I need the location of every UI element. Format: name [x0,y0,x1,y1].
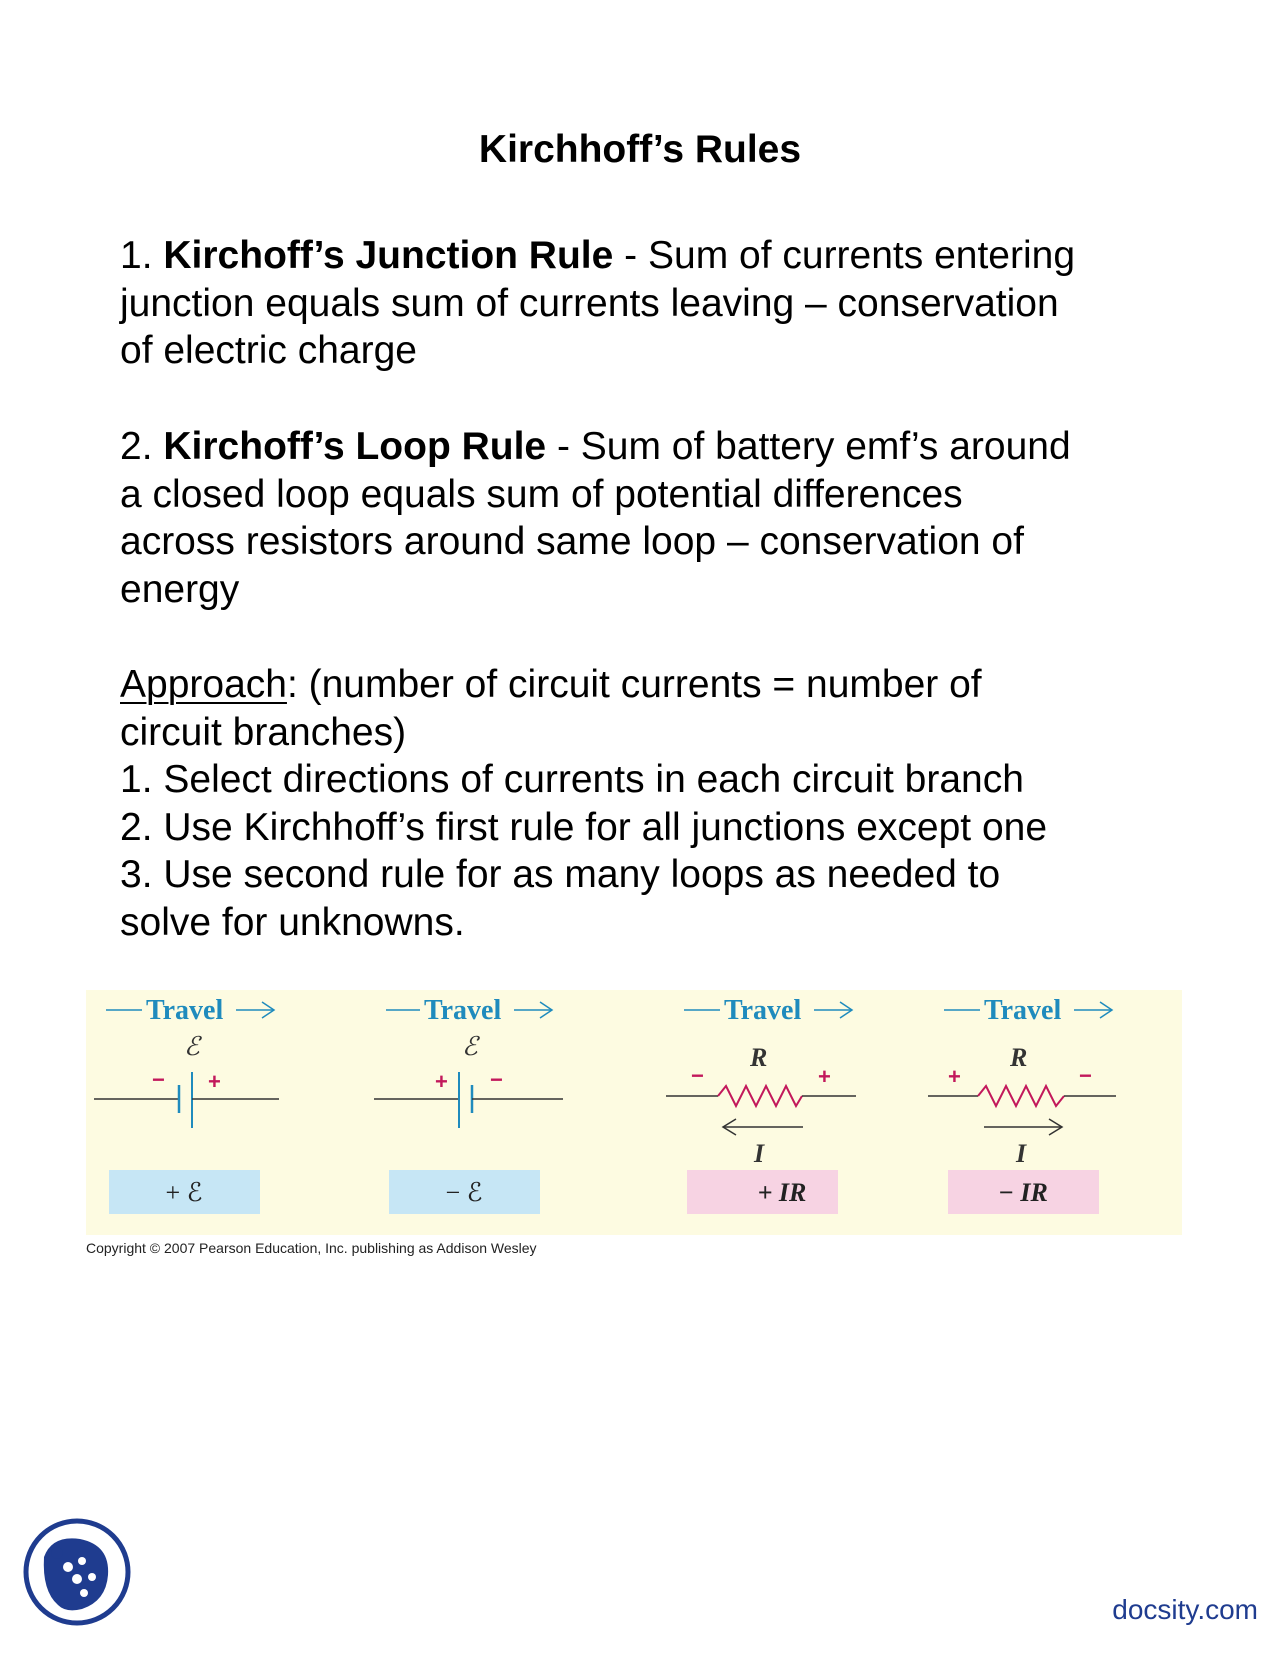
loop-rule-line-4: energy [120,567,240,611]
positive-sign: + [818,1064,831,1089]
approach-line-2: circuit branches) [120,710,407,754]
rule-name: Kirchoff’s Junction Rule [163,234,614,277]
emf-symbol: ℰ [462,1032,478,1061]
travel-label: Travel [146,995,224,1026]
junction-rule-line-1 [120,232,1180,280]
current-label: I [754,1139,765,1168]
panel-battery-minus [374,995,563,1214]
approach-label: Approach [120,663,287,706]
emf-symbol: ℰ [184,1032,200,1061]
result-label: + IR [757,1178,807,1207]
rule-text: - Sum of battery emf’s around [546,425,1071,468]
sign-convention-diagram [86,990,1182,1235]
docsity-logo-icon[interactable] [22,1517,132,1632]
page-title: Kirchhoff’s Rules [478,128,802,171]
resistor-symbol: R [1010,1043,1028,1072]
loop-rule-line-2: a closed loop equals sum of potential differences [120,472,963,516]
travel-label: Travel [984,995,1062,1026]
junction-rule-line-2: junction equals sum of currents leaving – conservation [120,281,1059,325]
travel-label: Travel [424,995,502,1026]
copyright-notice: Copyright © 2007 Pearson Education, Inc. publishing as Addison Wesley [86,1240,537,1256]
positive-sign: + [208,1069,221,1094]
panel-resistor-minus [928,995,1116,1214]
resistor-zigzag [718,1086,802,1106]
approach-step: 2. Use Kirchhoff’s first rule for all junctions except one [120,805,1048,849]
resistor-symbol: R [750,1043,768,1072]
rule-text: - Sum of currents entering [613,234,1076,277]
negative-sign: − [152,1067,165,1092]
travel-arrow [386,995,552,1026]
panel-resistor-plus [666,995,856,1214]
junction-rule [120,232,1180,375]
approach-text: : (number of circuit currents = number of [286,663,982,706]
loop-rule-line-3: across resistors around same loop – conservation of [120,520,1024,563]
current-label: I [1016,1139,1027,1168]
travel-arrow [684,995,852,1026]
travel-label: Travel [724,995,802,1026]
rule-number: 1. [120,234,164,277]
resistor-zigzag [978,1086,1064,1106]
panel-battery-plus [94,995,279,1214]
result-label: − IR [998,1178,1048,1207]
rule-number: 2. [120,425,164,468]
negative-sign: − [1079,1063,1092,1088]
loop-rule-line-1 [120,423,1180,471]
loop-rule [120,423,1180,613]
approach-section [120,661,1180,946]
approach-step: 3. Use second rule for as many loops as needed to [120,853,1001,896]
sign-convention-figure [86,990,1182,1235]
approach-line-1 [120,661,1180,709]
travel-arrow [944,995,1112,1026]
rule-name: Kirchoff’s Loop Rule [163,425,547,468]
negative-sign: − [490,1067,503,1092]
positive-sign: + [948,1064,961,1089]
junction-rule-line-3: of electric charge [120,329,417,372]
approach-step: solve for unknowns. [120,900,465,944]
result-label: + ℰ [165,1178,203,1207]
result-label: − ℰ [445,1178,483,1207]
negative-sign: − [691,1063,704,1088]
docsity-brand-link[interactable]: docsity.com [1112,1594,1258,1625]
positive-sign: + [435,1069,448,1094]
approach-step: 1. Select directions of currents in each circuit branch [120,758,1024,801]
travel-arrow [106,995,274,1026]
